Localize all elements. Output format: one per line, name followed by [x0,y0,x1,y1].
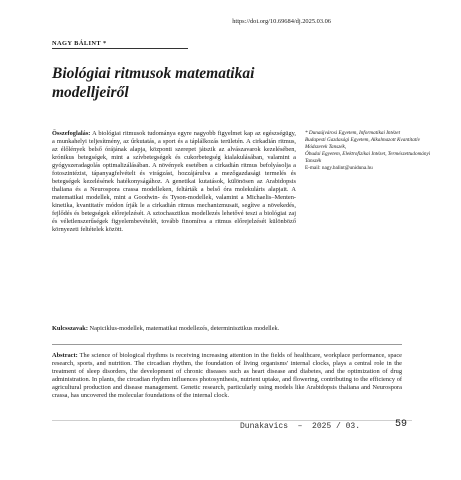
abstract-hungarian [52,130,296,234]
article-title: Biológiai ritmusok matematikai modelljeiről [52,65,255,101]
page-number: 59 [394,419,407,430]
keywords-text: Napiciklus-modellek, matematikai modellezés, determinisztikus modellek. [87,325,280,332]
abstract-hu-label: Összefoglalás: [52,130,91,137]
author-name: NAGY BÁLINT * [52,40,107,47]
keywords [52,325,296,333]
keywords-label: Kulcsszavak: [52,325,88,332]
doi-link[interactable]: https://doi.org/10.69684/dj.2025.03.06 [232,18,331,25]
affiliation-line: Óbudai Egyetem, Elektrofizikai Intézet, Természettudományi Tanszék [305,151,431,165]
author-email[interactable]: E-mail: nagy.balint@uniduna.hu [305,165,373,172]
footer-divider [52,420,412,421]
journal-issue: Dunakavics – 2025 / 03. [240,422,361,431]
abstract-en-text: The science of biological rhythms is receiving increasing attention in the fields of healthcare, workplace performance, space research, sports, and nutrition. The circadian rhythm, the foundation of living organisms' internal clocks, plays a central role in the treatment of sleep disorders, the development of chronic diseases such as heart disease and diabetes, and the optimization of drug administration. In plants, the circadian rhythm influences photosynthesis, nutrient uptake, and flowering, contributing to the efficiency of agricultural production and disease management. Genetic research, particularly using models like Arabidopsis thaliana and Neurospora crassa, has uncovered the molecular foundations of the internal clock. [52,352,402,400]
abstract-english [52,352,402,400]
affiliation-line: * Dunaújvárosi Egyetem, Informatikai Intézet [305,130,401,136]
section-divider [52,344,402,345]
author-affiliation [305,130,435,172]
author-divider [52,48,188,49]
abstract-hu-text: A biológiai ritmusok tudománya egyre nagyobb figyelmet kap az egészségügy, a munkahelyi teljesítmény, az űrkutatás, a sport és a táplálkozás területén. A cirkadián ritmus, az élőlények belső órájának alapja, központi szerepet játszik az alvászavarok kezelésében, krónikus betegségek, mint a szívbetegségek és cukorbetegség kialakulásában, valamint a gyógyszeradagolás optimalizálásában. A növények esetében a cirkadián ritmus befolyásolja a fotoszintézist, tápanyagfelvételt és virágzást, hozzájárulva a mezőgazdasági termelés és betegségek kezelésének hatékonyságához. A genetikai kutatások, különösen az Arabidopsis thaliana és a Neurospora crassa modelleken, feltárták a belső óra molekuláris alapjait. A matematikai modellek, mint a Goodwin- és Tyson-modellek, valamint a Michaelis–Menten-kinetika, kvantitatív módon írják le a cirkadián ritmus mechanizmusait, segítve a növekedés, fejlődés és betegségek előrejelzését. A sztochasztikus modellezés lehetővé teszi a biológiai zaj és véletlenszerűségek figyelembevételét, tovább finomítva a ritmus előrejelzését különböző környezeti feltételek között. [52,130,296,234]
affiliation-line: Budapesti Gazdasági Egyetem, Alkalmazott Kvantitatív Módszerek Tanszék, [305,137,421,151]
abstract-en-label: Abstract: [52,352,78,359]
